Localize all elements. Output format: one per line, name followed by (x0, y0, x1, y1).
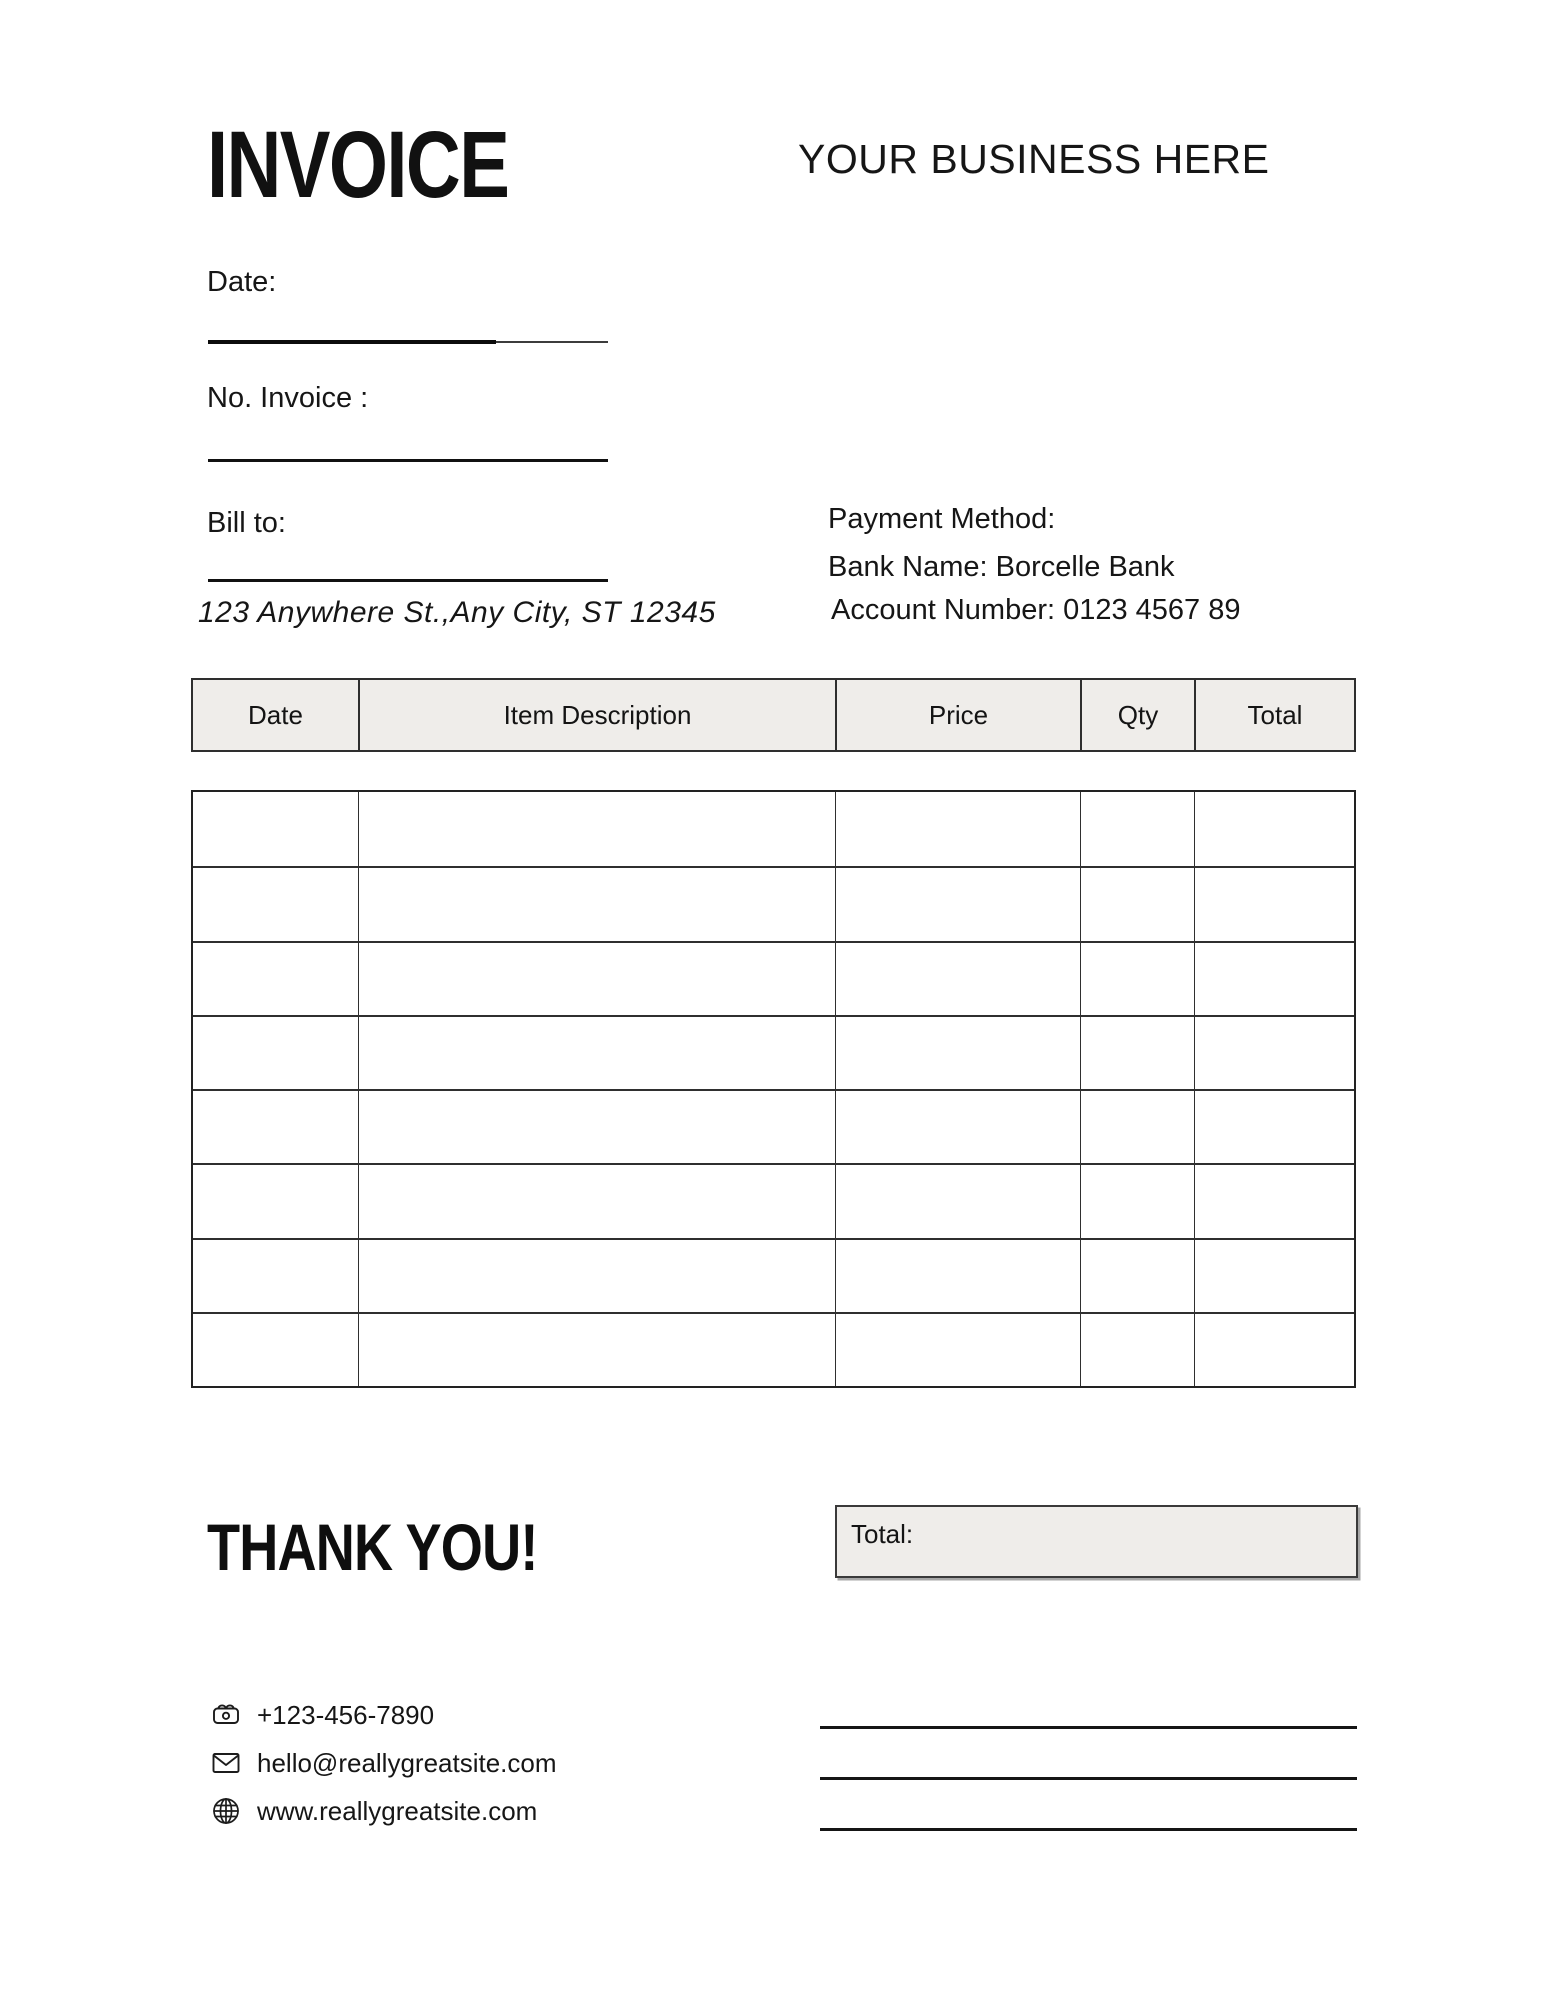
table-cell-empty[interactable] (1194, 792, 1354, 866)
contact-block (210, 1698, 557, 1842)
table-cell-empty[interactable] (193, 941, 358, 1015)
items-table-header (191, 678, 1356, 752)
table-cell-empty[interactable] (1194, 1163, 1354, 1237)
invoice-title: INVOICE (207, 112, 509, 218)
table-cell-empty[interactable] (358, 1015, 835, 1089)
table-cell-empty[interactable] (835, 1163, 1080, 1237)
table-cell-empty[interactable] (1080, 866, 1194, 940)
table-cell-empty[interactable] (193, 792, 358, 866)
table-cell-empty[interactable] (358, 792, 835, 866)
bill-to-input-line[interactable] (208, 579, 608, 582)
business-name: YOUR BUSINESS HERE (798, 136, 1270, 182)
signature-line[interactable] (820, 1828, 1357, 1831)
table-cell-empty[interactable] (835, 792, 1080, 866)
table-cell-empty[interactable] (1194, 1238, 1354, 1312)
date-label: Date: (207, 266, 277, 298)
table-cell-empty[interactable] (835, 866, 1080, 940)
table-cell-empty[interactable] (835, 1089, 1080, 1163)
table-cell-empty[interactable] (358, 941, 835, 1015)
table-cell-empty[interactable] (193, 1312, 358, 1386)
date-input-line[interactable] (208, 341, 608, 343)
signature-lines-block (820, 1726, 1357, 1879)
table-cell-empty[interactable] (358, 866, 835, 940)
signature-line[interactable] (820, 1777, 1357, 1780)
invoice-number-label: No. Invoice : (207, 382, 369, 414)
table-cell-empty[interactable] (1080, 1312, 1194, 1386)
table-cell-empty[interactable] (1194, 1089, 1354, 1163)
column-header-qty: Qty (1080, 680, 1194, 750)
globe-icon (210, 1795, 242, 1827)
total-label: Total: (851, 1519, 914, 1549)
phone-number: +123-456-7890 (257, 1699, 435, 1730)
thank-you-text: THANK YOU! (207, 1510, 538, 1584)
table-cell-empty[interactable] (1080, 792, 1194, 866)
email-icon (210, 1747, 242, 1779)
table-cell-empty[interactable] (193, 1015, 358, 1089)
table-cell-empty[interactable] (1194, 941, 1354, 1015)
table-cell-empty[interactable] (193, 1089, 358, 1163)
table-cell-empty[interactable] (1194, 866, 1354, 940)
contact-row-phone (210, 1698, 557, 1732)
table-cell-empty[interactable] (1080, 1163, 1194, 1237)
table-cell-empty[interactable] (358, 1089, 835, 1163)
email-address: hello@reallygreatsite.com (257, 1747, 557, 1778)
phone-icon (210, 1699, 242, 1731)
table-cell-empty[interactable] (835, 1015, 1080, 1089)
table-cell-empty[interactable] (1080, 1015, 1194, 1089)
table-cell-empty[interactable] (1080, 1089, 1194, 1163)
website-url: www.reallygreatsite.com (257, 1795, 538, 1826)
table-cell-empty[interactable] (193, 1163, 358, 1237)
date-line-bold-segment (208, 340, 496, 344)
table-cell-empty[interactable] (835, 1238, 1080, 1312)
bill-to-address: 123 Anywhere St.,Any City, ST 12345 (198, 596, 716, 629)
table-cell-empty[interactable] (835, 941, 1080, 1015)
contact-row-email (210, 1746, 557, 1780)
column-header-total: Total (1194, 680, 1354, 750)
invoice-number-input-line[interactable] (208, 459, 608, 462)
table-cell-empty[interactable] (1194, 1015, 1354, 1089)
account-number-line: Account Number: 0123 4567 89 (831, 594, 1241, 626)
column-header-item-description: Item Description (358, 680, 835, 750)
table-cell-empty[interactable] (1080, 941, 1194, 1015)
table-cell-empty[interactable] (835, 1312, 1080, 1386)
bank-name-line: Bank Name: Borcelle Bank (828, 551, 1175, 583)
table-cell-empty[interactable] (193, 1238, 358, 1312)
column-header-date: Date (248, 699, 303, 730)
table-cell-empty[interactable] (1080, 1238, 1194, 1312)
items-table-body (191, 790, 1356, 1388)
payment-method-label: Payment Method: (828, 503, 1056, 535)
total-box[interactable] (835, 1505, 1358, 1578)
table-cell-empty[interactable] (1194, 1312, 1354, 1386)
table-cell-empty[interactable] (358, 1312, 835, 1386)
table-cell-empty[interactable] (358, 1163, 835, 1237)
contact-row-website (210, 1794, 557, 1828)
bill-to-label: Bill to: (207, 507, 286, 539)
column-header-price: Price (835, 680, 1080, 750)
signature-line[interactable] (820, 1726, 1357, 1729)
table-cell-empty[interactable] (358, 1238, 835, 1312)
table-cell-empty[interactable] (193, 866, 358, 940)
